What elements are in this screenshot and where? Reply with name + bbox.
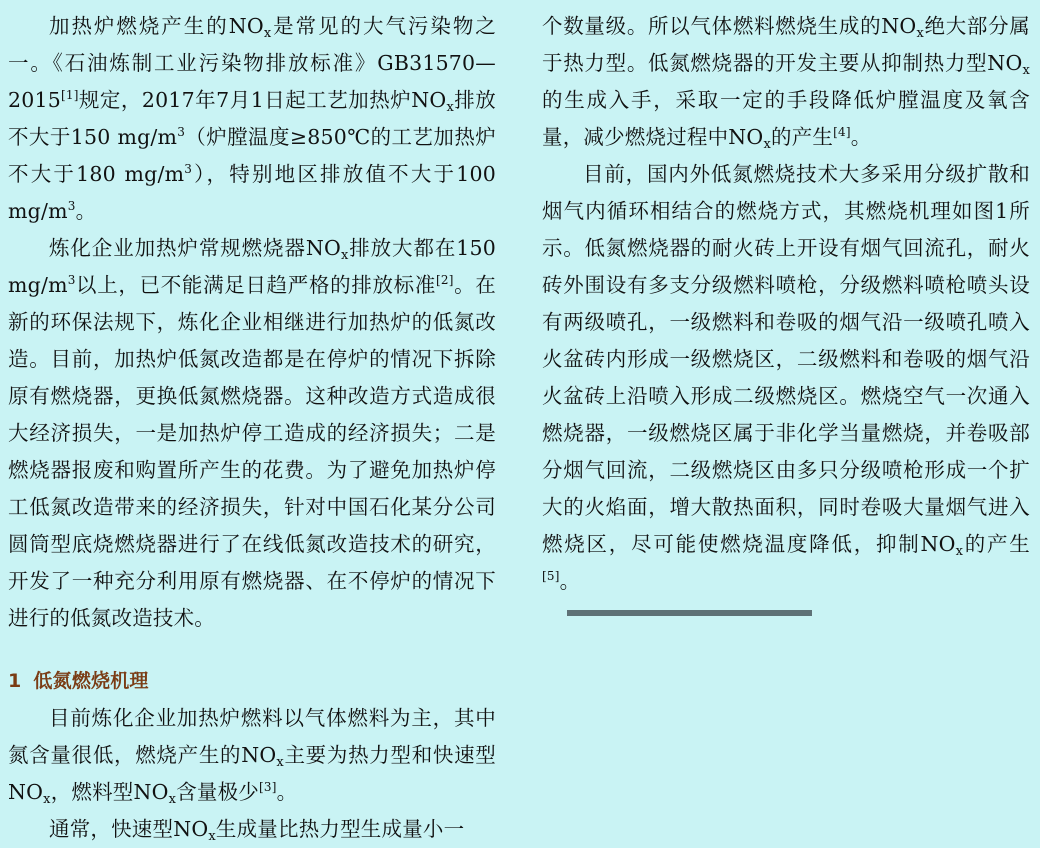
subscript: x bbox=[263, 26, 272, 41]
subscript: x bbox=[955, 544, 964, 559]
text-run: 通常，快速型NO bbox=[49, 817, 209, 841]
text-run: 以上，已不能满足日趋严格的排放标准 bbox=[75, 273, 437, 297]
paragraph-burner-mechanism bbox=[542, 156, 1030, 600]
subscript: x bbox=[168, 792, 177, 807]
text-run: 。 bbox=[850, 125, 872, 149]
text-run: 目前，国内外低氮燃烧技术大多采用分级扩散和烟气内循环相结合的燃烧方式，其燃烧机理如图1所示。低氮燃烧器的耐火砖上开设有烟气回流孔，耐火砖外围设有多支分级燃料喷枪，分级燃料喷枪喷头设有两级喷孔，一级燃料和卷吸的烟气沿一级喷孔喷入火盆砖内形成一级燃烧区，二级燃料和卷吸的烟气沿火盆砖上沿喷入形成二级燃烧区。燃烧空气一次通入燃烧器，一级燃烧区属于非化学当量燃烧，并卷吸部分烟气回流，二级燃烧区由多只分级喷枪形成一个扩大的火焰面，增大散热面积，同时卷吸大量烟气进入燃烧区，尽可能使燃烧温度降低，抑制NO bbox=[542, 162, 1030, 556]
text-run: 是常见的大气污染物之一。《石油炼制工业污染物排放标准》GB31570—2015 bbox=[8, 14, 497, 112]
superscript: 3 bbox=[177, 125, 186, 139]
section-number: 1 bbox=[8, 670, 22, 692]
text-run: 生成量比热力型生成量小一 bbox=[215, 817, 465, 841]
text-run: 主要为热力型和快速型NO bbox=[8, 743, 497, 804]
section-gap bbox=[8, 637, 496, 663]
text-run: 。 bbox=[75, 199, 97, 223]
subscript: x bbox=[341, 248, 349, 263]
text-run: （炉膛温度≥850℃的工艺加热炉不大于180 mg/m bbox=[8, 125, 496, 186]
text-run: 的产生 bbox=[963, 532, 1030, 556]
left-column bbox=[8, 8, 496, 848]
subscript: x bbox=[446, 100, 454, 115]
subscript: x bbox=[763, 137, 771, 152]
text-run: 排放大都在150 mg/m bbox=[8, 236, 496, 297]
section-heading bbox=[8, 663, 496, 700]
subscript: x bbox=[1022, 63, 1030, 78]
paragraph-fuel-nox bbox=[8, 700, 496, 811]
text-run: 加热炉燃烧产生的NO bbox=[49, 14, 264, 38]
text-run: 炼化企业加热炉常规燃烧器NO bbox=[49, 236, 341, 260]
text-run: 。 bbox=[276, 780, 298, 804]
subscript: x bbox=[916, 26, 924, 41]
subscript: x bbox=[43, 792, 51, 807]
citation-ref: [2] bbox=[436, 273, 454, 287]
section-title: 低氮燃烧机理 bbox=[33, 670, 149, 692]
text-run: 的产生 bbox=[771, 125, 834, 149]
text-run: 。 bbox=[559, 569, 581, 593]
superscript: 3 bbox=[67, 199, 76, 213]
superscript: 3 bbox=[184, 162, 193, 176]
text-run: 个数量级。所以气体燃料燃烧生成的NO bbox=[542, 14, 917, 38]
text-run: ，燃料型NO bbox=[50, 780, 169, 804]
figure-divider-bar bbox=[567, 610, 812, 616]
text-run: 。在新的环保法规下，炼化企业相继进行加热炉的低氮改造。目前，加热炉低氮改造都是在停炉的情况下拆除原有燃烧器，更换低氮燃烧器。这种改造方式造成很大经济损失，一是加热炉停工造成的经济损失；二是燃烧器报废和购置所产生的花费。为了避免加热炉停工低氮改造带来的经济损失，针对中国石化某分公司圆筒型底烧燃烧器进行了在线低氮改造技术的研究，开发了一种充分利用原有燃烧器、在不停炉的情况下进行的低氮改造技术。 bbox=[8, 273, 496, 630]
text-run: 的生成入手，采取一定的手段降低炉膛温度及氧含量，减少燃烧过程中NO bbox=[542, 88, 1030, 149]
subscript: x bbox=[276, 755, 284, 770]
text-run: 目前炼化企业加热炉燃料以气体燃料为主，其中氮含量很低，燃烧产生的NO bbox=[8, 706, 496, 767]
citation-ref: [1] bbox=[60, 88, 79, 102]
text-run: 排放不大于150 mg/m bbox=[8, 88, 497, 149]
text-run: 绝大部分属于热力型。低氮燃烧器的开发主要从抑制热力型NO bbox=[542, 14, 1031, 75]
citation-ref: [3] bbox=[259, 780, 277, 794]
text-run: 规定，2017年7月1日起工艺加热炉NO bbox=[78, 88, 447, 112]
citation-ref: [5] bbox=[542, 569, 560, 583]
text-run: ），特别地区排放值不大于100 mg/m bbox=[8, 162, 496, 223]
paragraph-prompt-nox bbox=[8, 811, 496, 848]
paragraph-retrofit-background bbox=[8, 230, 496, 637]
paragraph-thermal-nox bbox=[542, 8, 1030, 156]
superscript: 3 bbox=[67, 273, 76, 287]
subscript: x bbox=[208, 829, 216, 844]
citation-ref: [4] bbox=[833, 125, 851, 139]
paragraph-emission-standard bbox=[8, 8, 496, 230]
text-run: 含量极少 bbox=[176, 780, 260, 804]
right-column bbox=[542, 8, 1030, 600]
